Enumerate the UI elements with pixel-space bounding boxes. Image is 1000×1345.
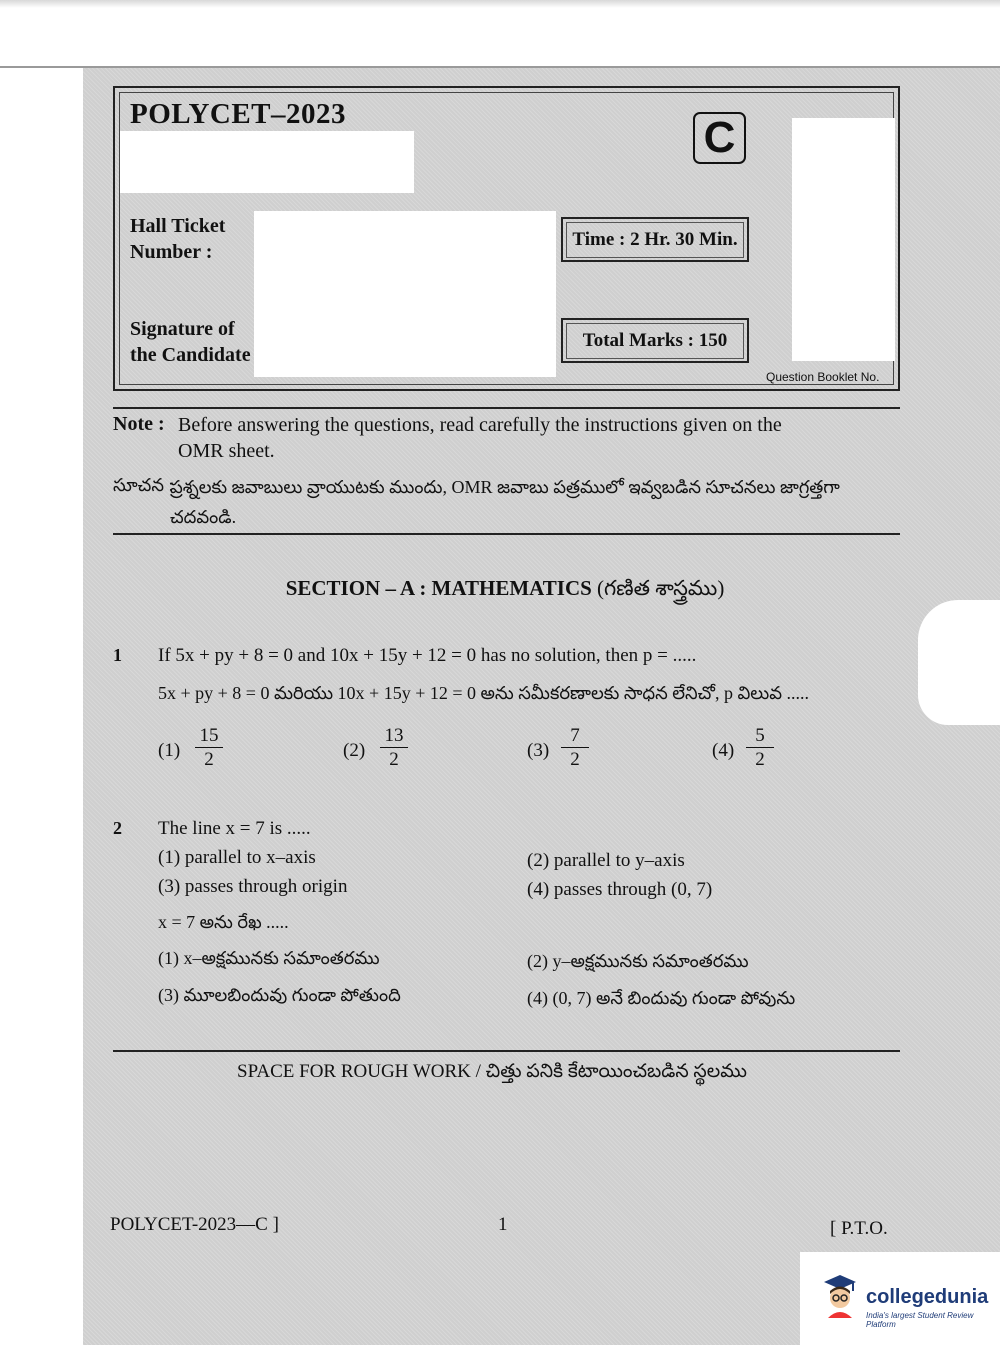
question-number: 2 xyxy=(113,818,122,838)
redacted-hall-ticket xyxy=(254,211,556,377)
booklet-no-label: Question Booklet No. xyxy=(766,370,880,384)
option-te: (3) మూలబిందువు గుండా పోతుంది xyxy=(158,985,401,1005)
option-te: (1) x–అక్షమునకు సమాంతరము xyxy=(158,948,380,968)
redacted-area xyxy=(120,131,414,193)
divider xyxy=(113,1050,900,1052)
option-en: (4) passes through (0, 7) xyxy=(527,879,713,900)
scan-top-edge xyxy=(0,0,1000,8)
question-text-te: x = 7 అను రేఖ ..... xyxy=(158,912,289,932)
booklet-set-badge: C xyxy=(693,112,746,164)
rough-work-label: SPACE FOR ROUGH WORK / చిత్తు పనికి కేటాయించబడిన స్థలము xyxy=(237,1061,747,1082)
option-te: (4) (0, 7) అనే బిందువు గుండా పోవును xyxy=(527,988,796,1008)
question-text-te: 5x + py + 8 = 0 మరియు 10x + 15y + 12 = 0 అను సమీకరణాలకు సాధన లేనిచో, p విలువ ..... xyxy=(158,683,810,703)
pto-label: [ P.T.O. xyxy=(830,1218,888,1239)
hall-ticket-label: Hall Ticket Number : xyxy=(130,215,226,263)
total-marks-box: Total Marks : 150 xyxy=(561,318,749,363)
option-en: (3) passes through origin xyxy=(158,876,348,897)
page-number: 1 xyxy=(498,1214,508,1235)
brand-tagline: India's largest Student Review Platform xyxy=(866,1311,974,1329)
option-fraction: $\frac{7}{2}$ xyxy=(561,725,589,772)
question-text-en: The line x = 7 is ..... xyxy=(158,818,311,839)
option-label: (2) xyxy=(343,740,366,761)
student-mascot-icon xyxy=(820,1272,860,1318)
signature-label: Signature of the Candidate xyxy=(130,318,251,366)
option-en: (1) parallel to x–axis xyxy=(158,847,316,868)
option-fraction: $\frac{13}{2}$ xyxy=(380,725,408,772)
redacted-booklet-number xyxy=(792,118,895,361)
option-label: (3) xyxy=(527,740,550,761)
brand-name: collegedunia xyxy=(866,1286,989,1308)
option-fraction: $\frac{15}{2}$ xyxy=(195,725,223,772)
question-number: 1 xyxy=(113,645,122,665)
divider xyxy=(113,407,900,409)
question-text-en: If 5x + py + 8 = 0 and 10x + 15y + 12 = 0 has no solution, then p = ..... xyxy=(158,645,697,666)
exam-title: POLYCET–2023 xyxy=(130,98,347,130)
option-te: (2) y–అక్షమునకు సమాంతరము xyxy=(527,951,749,971)
paper-tear xyxy=(918,600,1000,725)
note-text-te: ప్రశ్నలకు జవాబులు వ్రాయుటకు ముందు, OMR జవాబు పత్రములో ఇవ్వబడిన సూచనలు జాగ్రత్తగా చదవండి. xyxy=(170,477,840,527)
option-label: (1) xyxy=(158,740,181,761)
divider xyxy=(113,533,900,535)
option-label: (4) xyxy=(712,740,735,761)
option-en: (2) parallel to y–axis xyxy=(527,850,685,871)
section-heading: SECTION – A : MATHEMATICS (గణిత శాస్త్రము) xyxy=(285,576,725,600)
note-text-en: Before answering the questions, read carefully the instructions given on the OMR sheet. xyxy=(178,414,782,462)
note-label-en: Note : xyxy=(113,413,165,435)
note-label-te: సూచన : xyxy=(113,475,174,495)
option-fraction: $\frac{5}{2}$ xyxy=(746,725,774,772)
footer-code: POLYCET-2023—C ] xyxy=(110,1214,279,1235)
time-box: Time : 2 Hr. 30 Min. xyxy=(561,217,749,262)
